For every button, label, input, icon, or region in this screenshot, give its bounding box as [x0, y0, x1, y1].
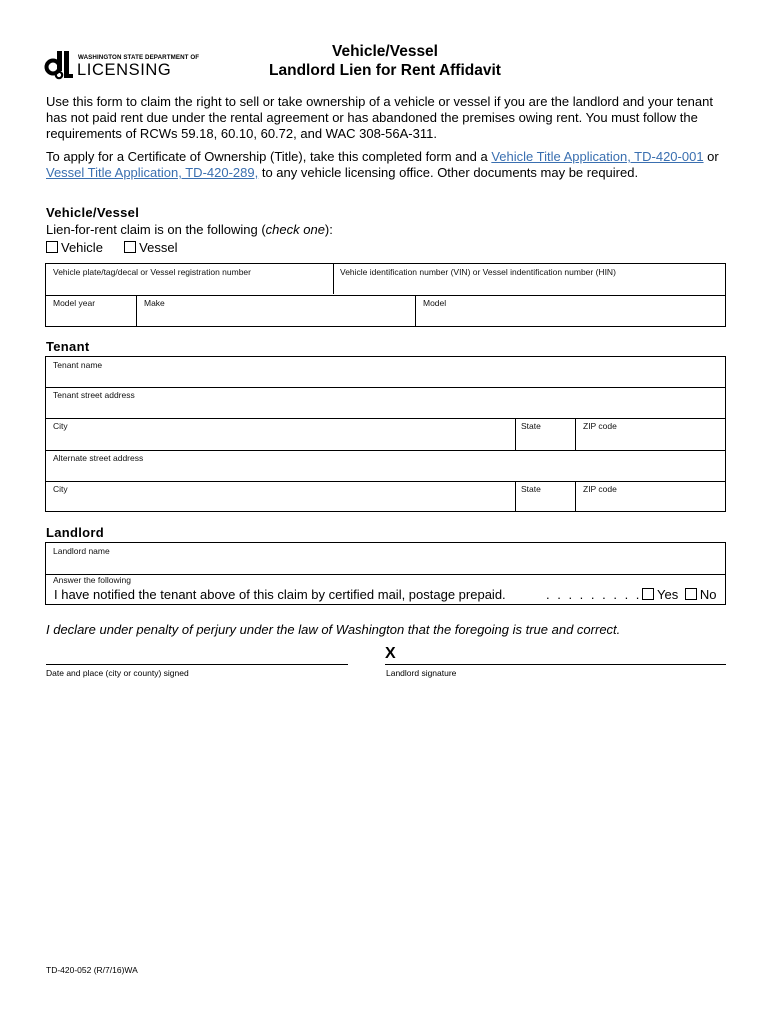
model-field[interactable] [415, 295, 725, 326]
tenant-city-label: City [53, 421, 68, 431]
tenant-city-field[interactable] [46, 418, 515, 450]
model-label: Model [423, 298, 447, 308]
notification-question: I have notified the tenant above of this claim by certified mail, postage prepaid. [54, 587, 506, 602]
vessel-option-label: Vessel [139, 240, 178, 255]
landlord-info-table [45, 542, 726, 605]
landlord-signature-label: Landlord signature [386, 668, 457, 678]
no-checkbox[interactable] [685, 588, 697, 600]
intro-paragraph: Use this form to claim the right to sell or take ownership of a vehicle or vessel if you are the landlord and your tenant has not paid rent due under the rental agreement or has abandoned the premises owing rent. You must follow the requirements of RCWs 59.18, 60.10, 60.72, and WAC 308-56A-311. [46, 94, 713, 141]
tenant-state-field[interactable] [515, 418, 575, 450]
instructions-end: to any vehicle licensing office. Other documents may be required. [258, 165, 639, 180]
alternate-city-label: City [53, 484, 68, 494]
vehicle-info-table [45, 263, 726, 327]
alternate-zip-field[interactable] [575, 481, 725, 511]
date-place-signature-line[interactable] [46, 664, 348, 665]
form-number-footer: TD-420-052 (R/7/16)WA [46, 965, 138, 975]
tenant-name-label: Tenant name [53, 360, 103, 370]
alternate-zip-label: ZIP code [583, 484, 617, 494]
date-place-label: Date and place (city or county) signed [46, 668, 189, 678]
logo-small-text: WASHINGTON STATE DEPARTMENT OF [78, 54, 200, 61]
alternate-street-field[interactable] [46, 450, 725, 481]
vessel-checkbox[interactable] [124, 241, 136, 253]
tenant-zip-field[interactable] [575, 418, 725, 450]
logo-big-text: LICENSING [77, 61, 172, 79]
tenant-name-field[interactable] [46, 357, 725, 387]
vehicle-type-options [46, 240, 177, 255]
vehicle-checkbox[interactable] [46, 241, 58, 253]
lien-claim-prompt [46, 222, 333, 237]
model-year-field[interactable] [46, 295, 136, 326]
tenant-info-table [45, 356, 726, 512]
title-line-1: Vehicle/Vessel [331, 43, 438, 60]
prompt-italic: check one [265, 222, 325, 237]
model-year-label: Model year [53, 298, 96, 308]
notification-question-row [46, 574, 725, 604]
vehicle-title-application-link[interactable]: Vehicle Title Application, TD-420-001 [491, 149, 704, 164]
leader-dots: . . . . . . . . . [546, 587, 642, 602]
alternate-street-label: Alternate street address [53, 453, 144, 463]
vin-field[interactable] [333, 264, 725, 295]
yes-label: Yes [657, 587, 679, 602]
tenant-heading: Tenant [46, 339, 90, 354]
answer-following-label: Answer the following [53, 575, 131, 585]
yes-no-options [642, 587, 716, 602]
vehicle-option-label: Vehicle [61, 240, 103, 255]
landlord-name-field[interactable] [46, 543, 725, 574]
instructions-start: To apply for a Certificate of Ownership (Title), take this completed form and a [46, 149, 492, 164]
alternate-state-field[interactable] [515, 481, 575, 511]
no-label: No [699, 587, 717, 602]
vessel-title-application-link[interactable]: Vessel Title Application, TD-420-289, [46, 165, 259, 180]
tenant-street-label: Tenant street address [53, 390, 135, 400]
plate-number-field[interactable] [46, 264, 333, 295]
instructions-mid: or [703, 149, 719, 164]
alternate-state-label: State [521, 484, 541, 494]
perjury-declaration: I declare under penalty of perjury under the law of Washington that the foregoing is true and correct. [46, 622, 621, 637]
landlord-signature-line[interactable] [385, 664, 726, 665]
form-title [200, 42, 570, 80]
alternate-city-field[interactable] [46, 481, 515, 511]
dol-logo [44, 50, 200, 80]
prompt-start: Lien-for-rent claim is on the following ( [46, 222, 266, 237]
landlord-name-label: Landlord name [53, 546, 110, 556]
tenant-state-label: State [521, 421, 541, 431]
landlord-heading: Landlord [46, 525, 105, 540]
plate-number-label: Vehicle plate/tag/decal or Vessel registration number [53, 267, 251, 277]
vehicle-vessel-heading: Vehicle/Vessel [46, 205, 140, 220]
instructions-paragraph [46, 149, 736, 181]
dol-logo-mark-icon [44, 50, 74, 80]
tenant-street-field[interactable] [46, 387, 725, 418]
make-label: Make [144, 298, 165, 308]
prompt-end: ): [324, 222, 333, 237]
vin-label: Vehicle identification number (VIN) or Vessel indentification number (HIN) [340, 267, 616, 277]
tenant-zip-label: ZIP code [583, 421, 617, 431]
yes-checkbox[interactable] [642, 588, 654, 600]
title-line-2: Landlord Lien for Rent Affidavit [269, 62, 501, 79]
signature-x-mark: X [385, 645, 396, 662]
make-field[interactable] [136, 295, 415, 326]
